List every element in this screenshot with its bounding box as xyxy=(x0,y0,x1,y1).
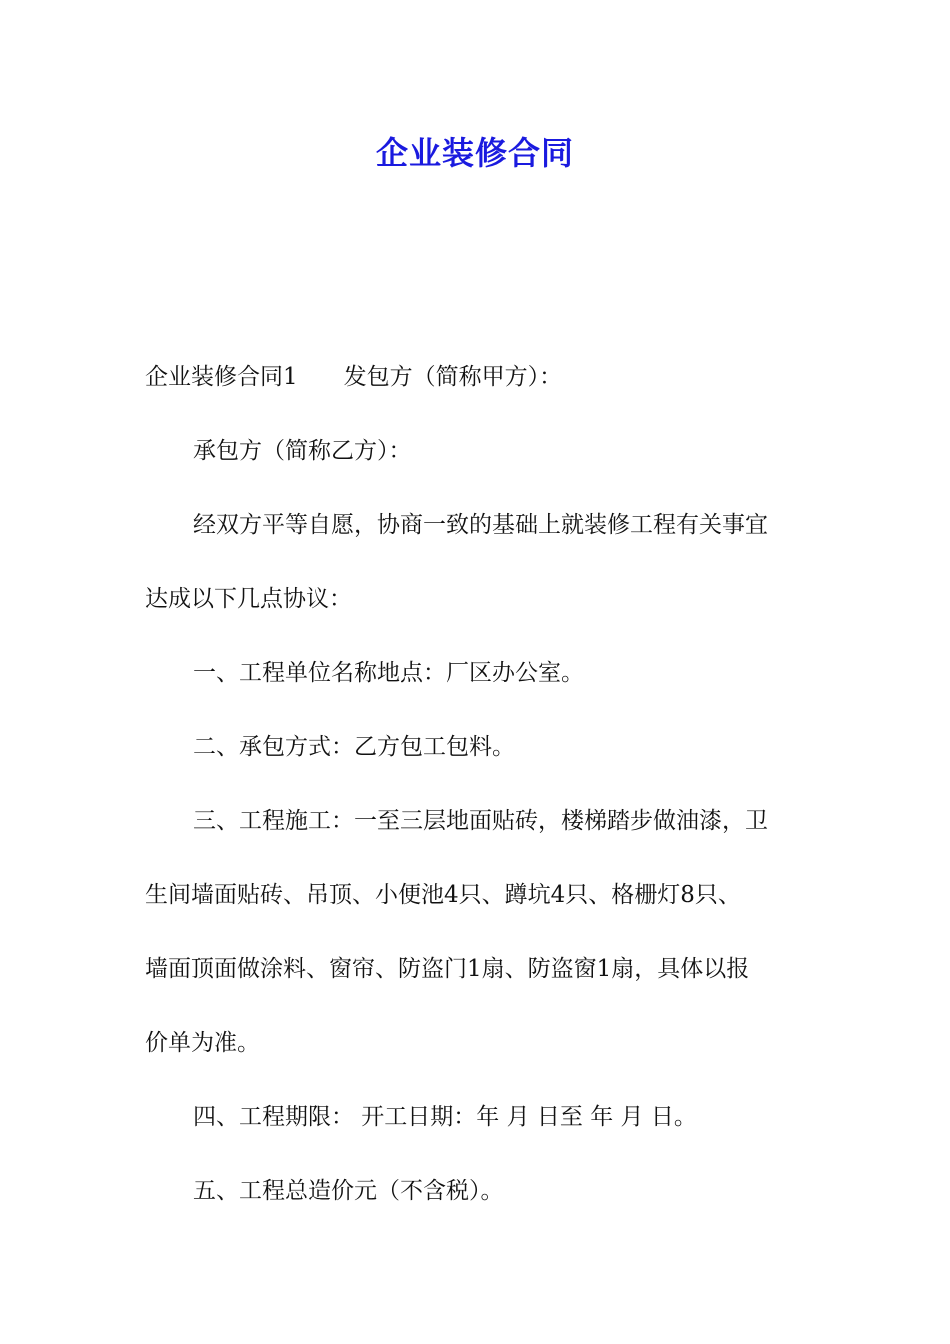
clause-5: 五、工程总造价元（不含税）。 xyxy=(193,1178,504,1204)
clause-4: 四、工程期限： 开工日期：年 月 日至 年 月 日。 xyxy=(193,1104,697,1130)
contract-number-label: 企业装修合同1 xyxy=(145,364,298,390)
contractor-label: 承包方（简称乙方）： xyxy=(193,438,412,464)
clause-3-line-4: 价单为准。 xyxy=(145,1030,260,1056)
clause-3-line-2: 生间墙面贴砖、吊顶、小便池4只、蹲坑4只、格栅灯8只、 xyxy=(145,882,741,908)
employer-label: 发包方（简称甲方）： xyxy=(343,364,563,390)
document-title: 企业装修合同 xyxy=(375,134,574,172)
paragraph-heading-line xyxy=(145,340,810,414)
clause-3-line-3: 墙面顶面做涂料、窗帘、防盗门1扇、防盗窗1扇，具体以报 xyxy=(145,956,750,982)
preamble-line-2: 达成以下几点协议： xyxy=(145,586,352,612)
clause-2: 二、承包方式：乙方包工包料。 xyxy=(193,734,515,760)
preamble-line-1: 经双方平等自愿，协商一致的基础上就装修工程有关事宜 xyxy=(193,512,768,538)
document-body xyxy=(145,340,810,1228)
clause-1: 一、工程单位名称地点：厂区办公室。 xyxy=(193,660,584,686)
clause-3-line-1: 三、工程施工：一至三层地面贴砖，楼梯踏步做油漆，卫 xyxy=(193,808,768,834)
